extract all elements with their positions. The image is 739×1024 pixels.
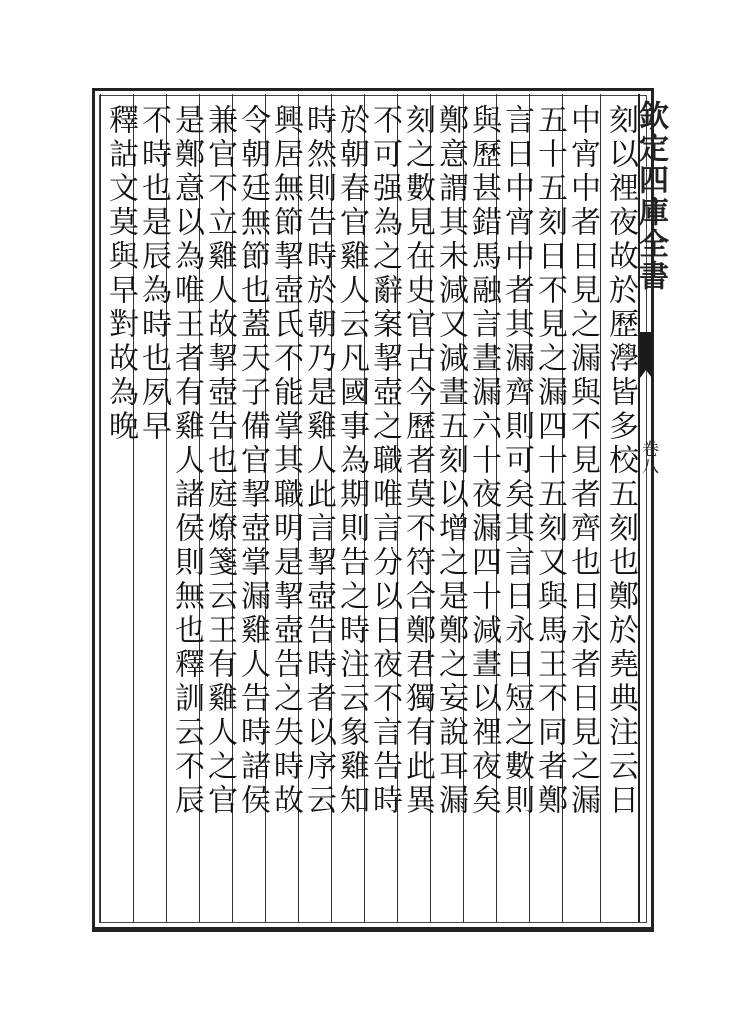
column-text: 令朝廷無節也蓋天子備官挈壺掌漏雞人告時諸侯 — [235, 104, 270, 818]
column-text: 刻以𥚃夜故於歷㶅皆多校五刻也鄭於堯典注云日 — [603, 104, 638, 818]
column-text: 刻之數見在史官古今歷者莫不符合鄭君獨有此異 — [400, 104, 435, 818]
column-text: 興居無節挈壺氏不能掌其職明是挈壺告之失時故 — [268, 104, 303, 818]
bottom-rule — [92, 928, 654, 932]
book-title: 欽定四庫全書 — [633, 100, 668, 292]
column-text: 言日中宵中者其漏齊則可矣其言日永日短之數則 — [499, 104, 534, 818]
column-text: 不時也是辰為時也夙早 — [136, 104, 171, 444]
column-text: 兼官不立雞人故挈壺告也庭燎箋云王有雞人之官 — [202, 104, 237, 818]
column-text: 時然則告時於朝乃是雞人此言挈壺告時者以序云 — [301, 104, 336, 818]
column-text: 是鄭意以為唯王者有雞人諸侯則無也釋訓云不辰 — [169, 104, 204, 818]
column-text: 釋詁文莫與早對故為晚 — [103, 104, 138, 444]
text-column — [600, 94, 638, 922]
column-text: 與歷甚錯馬融言晝漏六十夜漏四十減晝以𥚃夜矣 — [466, 104, 501, 818]
fish-tail-mark — [640, 332, 652, 370]
text-column — [100, 94, 138, 922]
volume-label: 卷八 — [638, 440, 658, 474]
column-text: 中宵中者日見之漏與不見者齊也日永者日見之漏 — [565, 104, 600, 818]
column-text: 於朝春官雞人云凡國事為期則告之時注云象雞知 — [334, 104, 369, 818]
column-text: 鄭意謂其未減又減晝五刻以增之是鄭之妄說耳漏 — [433, 104, 468, 818]
column-text: 五十五刻日不見之漏四十五刻又與馬王不同者鄭 — [532, 104, 567, 818]
column-text: 不可强為之辭案挈壺之職唯言分以日夜不言告時 — [367, 104, 402, 818]
text-block — [100, 94, 638, 922]
